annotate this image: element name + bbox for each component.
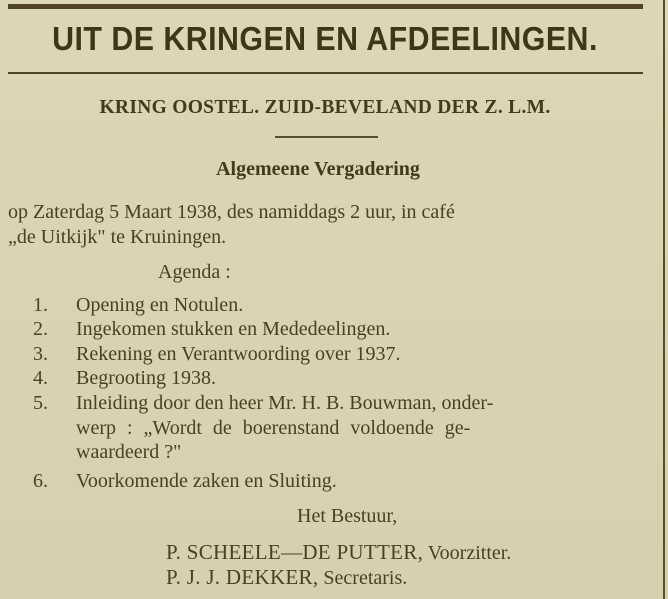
agenda-item-number: 3. (33, 343, 48, 365)
chair-role: Voorzitter. (427, 542, 512, 564)
agenda-item-text: Inleiding door den heer Mr. H. B. Bouwman, onder- (76, 392, 494, 414)
secretary-name: P. J. J. DEKKER, (166, 565, 319, 589)
short-divider (275, 136, 378, 138)
agenda-item (33, 392, 493, 415)
agenda-item (33, 343, 401, 366)
column-divider (663, 0, 665, 599)
agenda-item-text: Voorkomende zaken en Sluiting. (76, 470, 337, 492)
agenda-item-text: Opening en Notulen. (76, 294, 244, 316)
agenda-item-text: Ingekomen stukken en Mededeelingen. (76, 318, 391, 340)
agenda-item-number: 2. (33, 318, 48, 340)
headline: UIT DE KRINGEN EN AFDEELINGEN. (52, 20, 598, 57)
agenda-item-number: 6. (33, 470, 48, 492)
meeting-title: Algemeene Vergadering (216, 158, 420, 180)
agenda-item (33, 318, 390, 341)
agenda-label: Agenda : (158, 261, 231, 283)
signature-org: Het Bestuur, (297, 505, 398, 527)
agenda-item (33, 294, 243, 317)
agenda-item-text: Rekening en Verantwoording over 1937. (76, 343, 401, 365)
agenda-item-text: Begrooting 1938. (76, 367, 216, 389)
agenda-item-number: 1. (33, 294, 48, 316)
chair-name: P. SCHEELE—DE PUTTER, (166, 540, 424, 564)
agenda-item-number: 5. (33, 392, 48, 414)
meeting-details-line-2: „de Uitkijk" te Kruiningen. (8, 226, 227, 248)
meeting-details-line-1: op Zaterdag 5 Maart 1938, des namiddags 2 uur, in café (8, 201, 455, 223)
signature-chair (166, 540, 511, 565)
headline-rule (8, 72, 643, 74)
agenda-item-continuation: waardeerd ?" (76, 441, 182, 463)
agenda-item-continuation: werp : „Wordt de boerenstand voldoende ge- (76, 417, 471, 439)
agenda-item-number: 4. (33, 367, 48, 389)
agenda-item (33, 367, 216, 390)
section-subhead: KRING OOSTEL. ZUID-BEVELAND DER Z. L.M. (99, 97, 551, 118)
top-rule (8, 4, 643, 9)
signature-secretary (166, 565, 407, 590)
secretary-role: Secretaris. (323, 567, 408, 589)
agenda-item (33, 470, 337, 493)
